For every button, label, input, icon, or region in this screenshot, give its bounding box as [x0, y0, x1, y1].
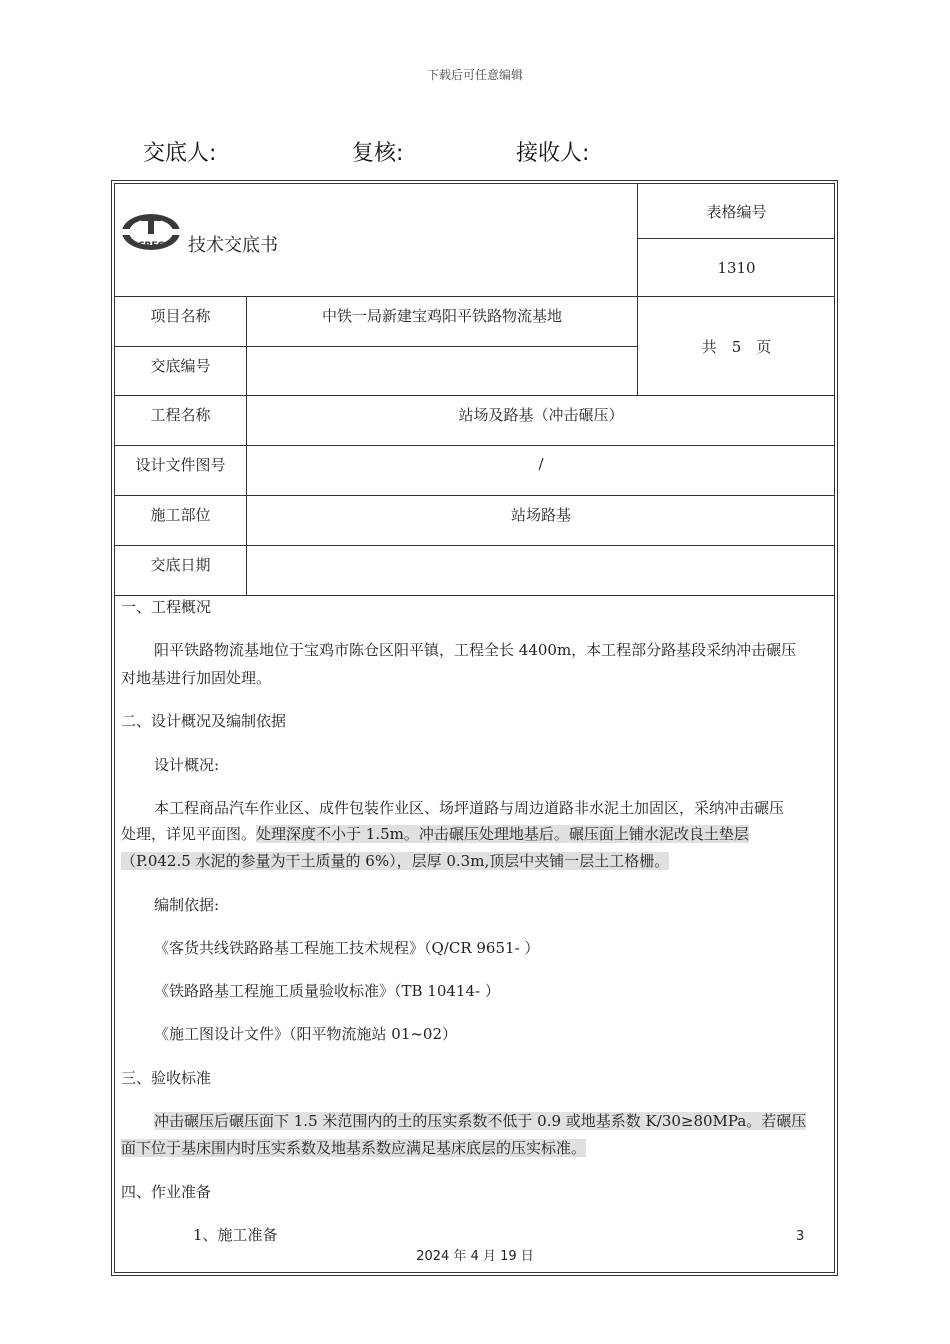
- page-count: 共 5 页: [701, 337, 772, 356]
- header-note: 下载后可任意编辑: [426, 68, 523, 82]
- row-label: 交底日期: [150, 555, 211, 574]
- paragraph-line: [121, 1134, 586, 1162]
- paragraph-line: [121, 820, 749, 848]
- form-no-value: 1310: [717, 258, 756, 277]
- logo-text: CREC: [137, 241, 165, 251]
- crec-logo-icon: [120, 212, 182, 252]
- form-title: 技术交底书: [188, 235, 278, 256]
- section-heading: 二、设计概况及编制依据: [121, 712, 287, 730]
- footer-date: 2024 年 4 月 19 日: [416, 1249, 534, 1264]
- paragraph-line: [154, 1107, 806, 1135]
- row-label: 交底编号: [150, 356, 211, 375]
- row-value: 站场及路基（冲击碾压）: [458, 405, 624, 424]
- grid-line: [114, 595, 835, 596]
- section-heading: 四、作业准备: [121, 1183, 212, 1201]
- reviewer-label: 复核:: [352, 141, 404, 166]
- paragraph-line: 阳平铁路物流基地位于宝鸡市陈仓区阳平镇，工程全长 4400m，本工程部分路基段采纳冲击碾压: [154, 641, 797, 659]
- row-value: 中铁一局新建宝鸡阳平铁路物流基地: [321, 306, 562, 325]
- highlighted-text: 冲击碾压后碾压面下 1.5 米范围内的土的压实系数不低于 0.9 或地基系数 K/30≥80MPa。若碾压: [154, 1112, 807, 1130]
- reference-item: 《铁路路基工程施工质量验收标准》（TB 10414- ）: [154, 982, 500, 1000]
- paragraph-line: 本工程商品汽车作业区、成件包装作业区、场坪道路与周边道路非水泥土加固区，采纳冲击碾压: [154, 799, 785, 817]
- row-value: /: [538, 455, 544, 473]
- row-value: [247, 546, 835, 582]
- highlighted-text: 处理深度不小于 1.5m。冲击碾压处理地基后。碾压面上铺水泥改良土垫层: [256, 825, 749, 843]
- submitter-label: 交底人:: [143, 141, 217, 166]
- paragraph-line: [121, 847, 669, 875]
- row-label: 项目名称: [150, 306, 211, 325]
- sub-heading: 设计概况:: [154, 756, 220, 774]
- highlighted-text: （P.042.5 水泥的参量为干土质量的 6%），层厚 0.3m,顶层中夹铺一层土工格栅。: [121, 852, 670, 870]
- section-heading: 一、工程概况: [121, 598, 212, 616]
- paragraph-line: 对地基进行加固处理。: [121, 669, 272, 687]
- row-label: 设计文件图号: [135, 455, 226, 474]
- receiver-label: 接收人:: [516, 141, 590, 166]
- reference-item: 《客货共线铁路路基工程施工技术规程》（Q/CR 9651- ）: [154, 939, 540, 957]
- reference-item: 《施工图设计文件》（阳平物流施站 01~02）: [154, 1025, 458, 1043]
- sub-heading: 编制依据:: [154, 896, 220, 914]
- row-label: 施工部位: [150, 505, 211, 524]
- row-label: 工程名称: [150, 405, 211, 424]
- paragraph-text: 处理，详见平面图。: [121, 825, 257, 843]
- section-heading: 三、验收标准: [121, 1069, 212, 1087]
- sub-heading: 1、施工准备: [193, 1226, 278, 1244]
- row-value: [247, 347, 637, 383]
- row-value: 站场路基: [510, 505, 571, 524]
- highlighted-text: 面下位于基床围内时压实系数及地基系数应满足基床底层的压实标准。: [121, 1139, 587, 1157]
- signature-row: [0, 136, 950, 170]
- page-number: 3: [796, 1229, 805, 1244]
- form-no-label: 表格编号: [706, 202, 767, 221]
